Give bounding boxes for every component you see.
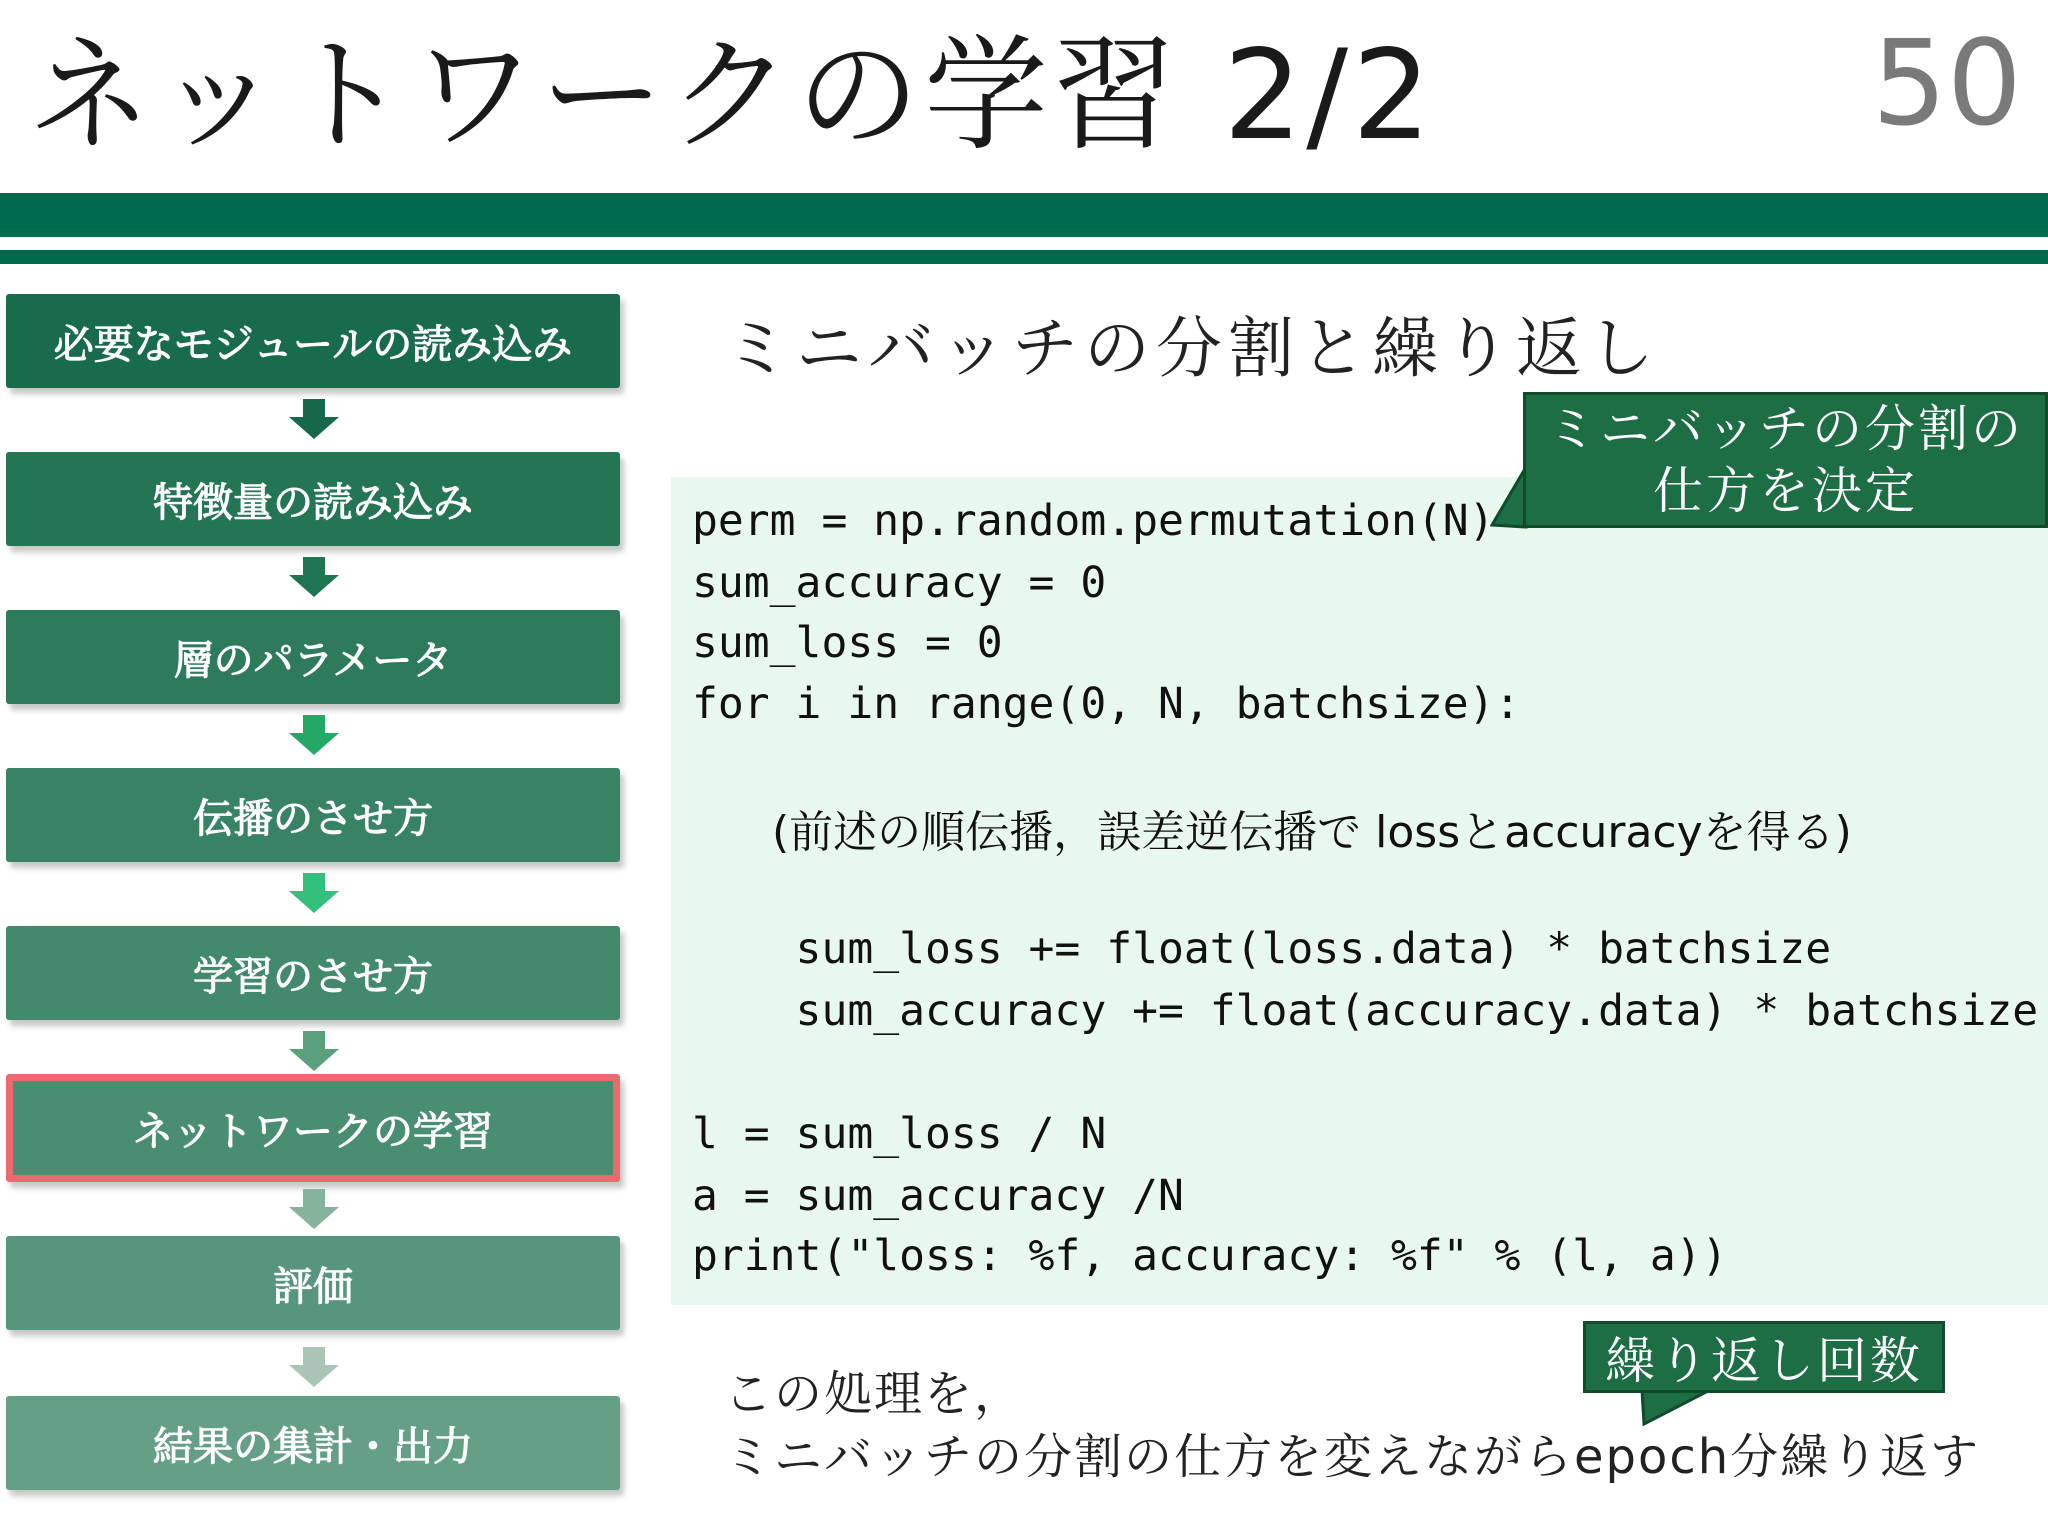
- arrow-head: [289, 733, 339, 755]
- slide-title: ネットワークの学習 2/2: [28, 24, 1435, 168]
- arrow-stem: [303, 715, 325, 735]
- flow-step-module-import: [6, 294, 620, 388]
- note-line: この処理を，: [724, 1366, 1025, 1422]
- arrow-stem: [303, 557, 325, 577]
- arrow-head: [289, 1365, 339, 1387]
- flow-step-learning-method: [6, 926, 620, 1020]
- header-divider-thick: [0, 193, 2048, 237]
- flow-step-feature-load: [6, 452, 620, 546]
- down-arrow-icon: [289, 1347, 339, 1387]
- code-line: a = sum_accuracy /N: [692, 1171, 1184, 1221]
- arrow-stem: [303, 1189, 325, 1209]
- arrow-stem: [303, 873, 325, 893]
- arrow-head: [289, 575, 339, 597]
- flow-step-results-output: [6, 1396, 620, 1490]
- flow-step-label: 学習のさせ方: [193, 953, 433, 1000]
- flow-step-network-training: [6, 1074, 620, 1182]
- code-line: print("loss: %f, accuracy: %f" % (l, a)): [692, 1231, 1728, 1281]
- flow-step-label: 特徴量の読み込み: [153, 479, 473, 526]
- down-arrow-icon: [289, 715, 339, 755]
- flow-step-label: ネットワークの学習: [133, 1108, 493, 1155]
- down-arrow-icon: [289, 1189, 339, 1229]
- arrow-head: [289, 891, 339, 913]
- flow-step-propagation: [6, 768, 620, 862]
- page-number: 50: [1871, 14, 2022, 152]
- header-divider-thin: [0, 250, 2048, 264]
- note-line: ミニバッチの分割の仕方を変えながらepoch分繰り返す: [724, 1429, 1981, 1485]
- callout-split-method: [1523, 392, 2048, 528]
- arrow-head: [289, 1207, 339, 1229]
- code-line: sum_accuracy = 0: [692, 558, 1107, 608]
- flow-step-label: 結果の集計・出力: [153, 1423, 473, 1470]
- flow-step-label: 伝播のさせ方: [193, 795, 433, 842]
- flow-step-label: 層のパラメータ: [173, 637, 453, 684]
- code-line: for i in range(0, N, batchsize):: [692, 679, 1521, 729]
- flow-step-evaluation: [6, 1236, 620, 1330]
- down-arrow-icon: [289, 399, 339, 439]
- code-line: sum_accuracy += float(accuracy.data) * batchsize: [692, 986, 2039, 1036]
- callout-repeat-count: 繰り返し回数: [1583, 1321, 1945, 1393]
- code-line: sum_loss += float(loss.data) * batchsize: [692, 924, 1832, 974]
- code-line: sum_loss = 0: [692, 618, 1003, 668]
- code-line: l = sum_loss / N: [692, 1109, 1107, 1159]
- flow-step-label: 評価: [273, 1263, 353, 1310]
- arrow-stem: [303, 1347, 325, 1367]
- code-line: perm = np.random.permutation(N): [692, 496, 1495, 546]
- arrow-stem: [303, 1031, 325, 1051]
- down-arrow-icon: [289, 873, 339, 913]
- arrow-stem: [303, 399, 325, 419]
- flow-step-layer-params: [6, 610, 620, 704]
- down-arrow-icon: [289, 1031, 339, 1071]
- arrow-head: [289, 1049, 339, 1071]
- code-comment: (前述の順伝播，誤差逆伝播で lossとaccuracyを得る): [772, 807, 1852, 858]
- section-title: ミニバッチの分割と繰り返し: [724, 310, 1660, 387]
- callout-line: 仕方を決定: [1653, 462, 1918, 520]
- callout-line: ミニバッチの分割の: [1547, 399, 2024, 458]
- flow-step-label: 必要なモジュールの読み込み: [53, 321, 573, 368]
- arrow-head: [289, 417, 339, 439]
- down-arrow-icon: [289, 557, 339, 597]
